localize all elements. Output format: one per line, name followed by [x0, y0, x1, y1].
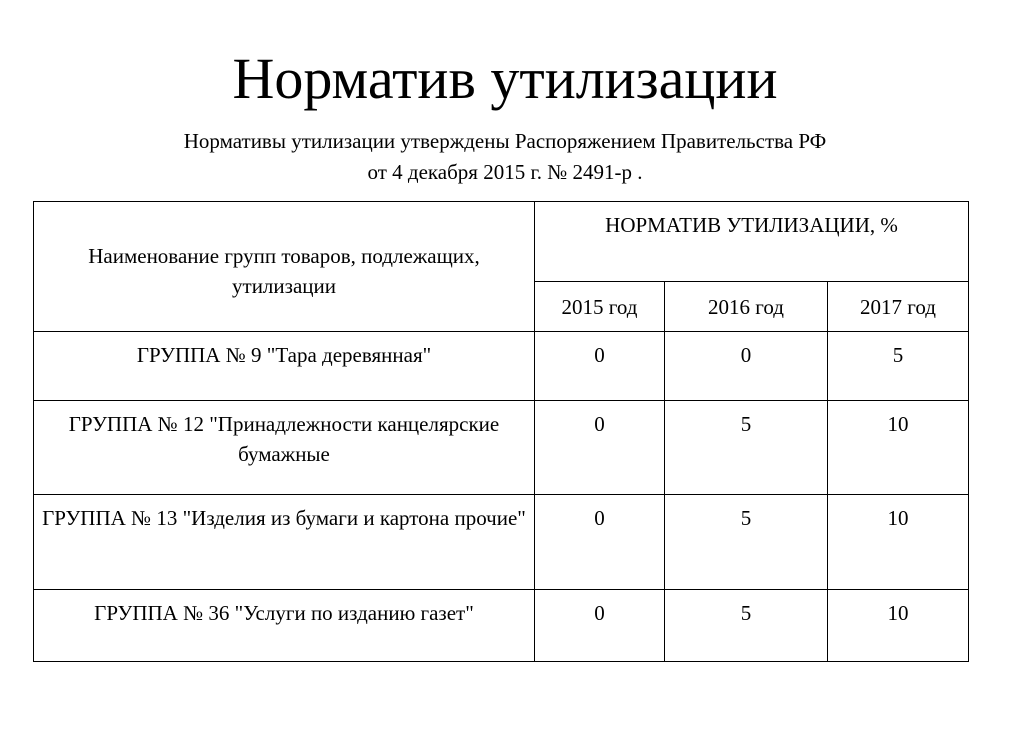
row-value-2017: 5 — [828, 332, 969, 401]
header-year-2016: 2016 год — [665, 282, 828, 332]
row-value-2016: 5 — [665, 590, 828, 662]
norms-table — [33, 201, 969, 662]
page-title: Норматив утилизации — [232, 46, 778, 111]
header-year-2015: 2015 год — [535, 282, 665, 332]
subtitle-line-2: от 4 декабря 2015 г. № 2491-р . — [367, 160, 643, 184]
row-value-2017: 10 — [828, 495, 969, 590]
table-row — [34, 401, 969, 495]
row-group-name: ГРУППА № 36 "Услуги по изданию газет" — [34, 590, 535, 662]
row-value-2017: 10 — [828, 401, 969, 495]
row-value-2016: 5 — [665, 401, 828, 495]
table-row — [34, 495, 969, 590]
table-row — [34, 590, 969, 662]
header-product-group: Наименование групп товаров, подлежащих, утилизации — [34, 202, 535, 332]
row-value-2016: 0 — [665, 332, 828, 401]
header-year-2017: 2017 год — [828, 282, 969, 332]
row-value-2015: 0 — [535, 495, 665, 590]
subtitle — [0, 126, 1010, 188]
subtitle-line-1: Нормативы утилизации утверждены Распоряжением Правительства РФ — [183, 129, 827, 153]
row-value-2016: 5 — [665, 495, 828, 590]
table-row — [34, 332, 969, 401]
header-utilization-norm: НОРМАТИВ УТИЛИЗАЦИИ, % — [535, 202, 969, 282]
row-value-2015: 0 — [535, 332, 665, 401]
row-value-2015: 0 — [535, 401, 665, 495]
row-group-name: ГРУППА № 9 "Тара деревянная" — [34, 332, 535, 401]
row-value-2017: 10 — [828, 590, 969, 662]
row-value-2015: 0 — [535, 590, 665, 662]
row-group-name: ГРУППА № 13 "Изделия из бумаги и картона прочие" — [34, 495, 535, 590]
row-group-name: ГРУППА № 12 "Принадлежности канцелярские бумажные — [34, 401, 535, 495]
table-header-row — [34, 202, 969, 282]
